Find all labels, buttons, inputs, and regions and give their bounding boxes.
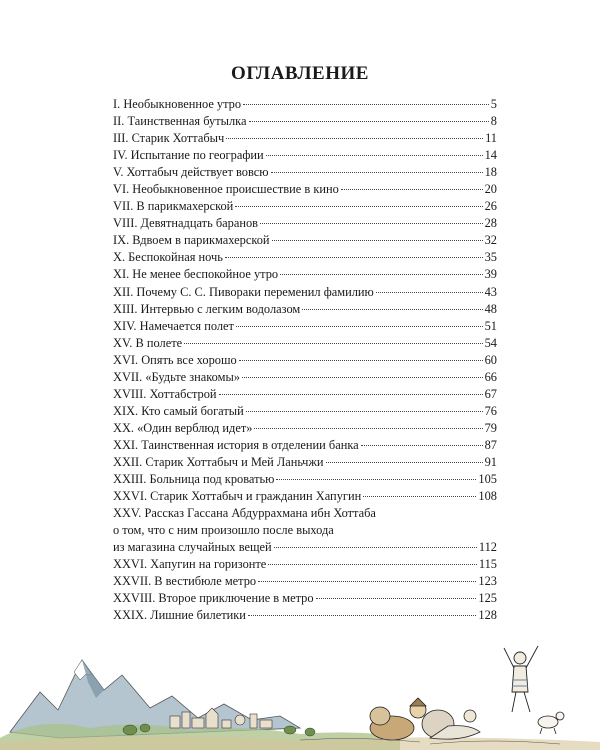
toc-page-number: 26 [484,199,497,214]
toc-entry-label: XIV. Намечается полет [113,318,234,333]
toc-entry [113,437,497,454]
toc-entry-multiline-line: XXV. Рассказ Гассана Абдуррахмана ибн Хоттаба [113,506,376,521]
toc-entry-label: IV. Испытание по географии [113,148,264,163]
toc-entry [113,471,497,488]
toc-entry-label: XXVI. Хапугин на горизонте [113,557,267,572]
toc-leader [249,121,489,122]
toc-entry-label: XIX. Кто самый богатый [113,403,244,418]
toc-entry [113,403,497,420]
toc-entry [113,386,497,403]
toc-entry [113,352,497,369]
toc-page-number: 115 [478,557,497,572]
toc-entry [113,96,497,113]
toc-page-number: 112 [478,540,497,555]
toc-leader [260,223,483,224]
toc-leader [274,547,477,548]
toc-entry-label: XXVI. Старик Хоттабыч и гражданин Хапугин [113,489,362,504]
toc-entry [113,573,497,590]
toc-entry [113,454,497,471]
toc-leader [363,496,476,497]
toc-leader [258,581,476,582]
toc-entry [113,301,497,318]
toc-entry [113,249,497,266]
toc-leader [326,462,483,463]
toc-leader [254,428,482,429]
boy-figure [504,646,538,712]
toc-entry [113,369,497,386]
toc-page-number: 91 [484,454,497,469]
toc-entry-label: IX. Вдвоем в парикмахерской [113,233,270,248]
toc-page-number: 35 [484,250,497,265]
toc-entry [113,198,497,215]
toc-entry-label: III. Старик Хоттабыч [113,131,225,146]
toc-entry-label: XI. Не менее беспокойное утро [113,267,279,282]
toc-leader [276,479,476,480]
dog-figure [538,712,564,734]
toc-entry-multiline-line: о том, что с ним произошло после выхода [113,523,334,538]
toc-page-number: 8 [490,114,497,129]
toc-page-number: 108 [478,489,497,504]
toc-entry [113,164,497,181]
toc-entry-label: XXII. Старик Хоттабыч и Мей Ланьчжи [113,454,324,469]
toc-leader [268,564,477,565]
toc-entry-label: XXVIII. Второе приключение в метро [113,591,314,606]
characters-group [370,698,480,740]
toc-page-number: 54 [484,335,497,350]
toc-leader [226,138,483,139]
toc-page-number: 128 [478,608,497,623]
toc-page-number: 105 [478,472,497,487]
toc-page-number: 60 [484,352,497,367]
toc-entry-label: XXI. Таинственная история в отделении банка [113,437,359,452]
toc-entry [113,556,497,573]
toc-entry [113,215,497,232]
toc-entry [113,539,497,556]
toc-leader [266,155,483,156]
toc-entry-label: II. Таинственная бутылка [113,114,247,129]
toc-entry-label: XV. В полете [113,335,183,350]
toc-entry-label: XVIII. Хоттабстрой [113,386,217,401]
toc-entry-label: XVII. «Будьте знакомы» [113,369,240,384]
toc-entry [113,147,497,164]
toc-page-number: 32 [484,233,497,248]
toc-entry-label: VIII. Девятнадцать баранов [113,216,259,231]
toc-page-number: 28 [484,216,497,231]
toc-leader [280,274,483,275]
toc-leader [302,309,482,310]
toc-entry-label: XII. Почему С. С. Пивораки переменил фамилию [113,284,374,299]
landscape-illustration [0,620,600,750]
toc-page-number: 79 [484,420,497,435]
toc-page-number: 51 [484,318,497,333]
toc-leader [271,172,483,173]
toc-leader [246,411,483,412]
toc-page-number: 39 [484,267,497,282]
toc-entry-label: XXVII. В вестибюле метро [113,574,257,589]
toc-entry-label: V. Хоттабыч действует вовсю [113,165,269,180]
toc-entry [113,232,497,249]
toc-entry [113,488,497,505]
toc-page-number: 67 [484,386,497,401]
toc-entry [113,318,497,335]
toc-leader [376,292,483,293]
toc-entry-label: X. Беспокойная ночь [113,250,223,265]
toc-page-number: 87 [484,437,497,452]
toc-leader [361,445,483,446]
toc-leader [243,104,489,105]
toc-entry [113,113,497,130]
toc-entry-label: I. Необыкновенное утро [113,97,242,111]
toc-entry [113,335,497,352]
toc-entry [113,420,497,437]
page-title: ОГЛАВЛЕНИЕ [231,63,369,84]
toc-leader [235,206,482,207]
table-of-contents [113,96,497,624]
toc-leader [316,598,477,599]
toc-entry [113,266,497,283]
toc-entry [113,181,497,198]
toc-page-number: 123 [478,574,497,589]
toc-page-number: 43 [484,284,497,299]
toc-leader [184,343,482,344]
toc-entry [113,590,497,607]
toc-entry-label: XIII. Интервью с легким водолазом [113,301,301,316]
toc-entry-label: из магазина случайных вещей [113,540,272,555]
toc-page-number: 48 [484,301,497,316]
toc-page-number: 76 [484,403,497,418]
toc-page-number: 20 [484,182,497,197]
toc-leader [242,377,483,378]
toc-page-number: 125 [478,591,497,606]
toc-leader [219,394,483,395]
toc-page-number: 14 [484,148,497,163]
toc-page-number: 66 [484,369,497,384]
toc-leader [236,326,483,327]
toc-leader [341,189,483,190]
toc-entry-label: XX. «Один верблюд идет» [113,420,253,435]
toc-entry-label: XXIX. Лишние билетики [113,608,246,623]
toc-entry-label: VI. Необыкновенное происшествие в кино [113,182,339,197]
toc-leader [239,360,483,361]
toc-entry-label: XVI. Опять все хорошо [113,352,237,367]
toc-page-number: 5 [490,97,497,111]
toc-page-number: 11 [485,131,497,146]
toc-leader [272,240,483,241]
toc-entry [113,130,497,147]
toc-entry [113,284,497,301]
toc-leader [248,615,476,616]
toc-entry-label: VII. В парикмахерской [113,199,234,214]
toc-page-number: 18 [484,165,497,180]
toc-entry-label: XXIII. Больница под кроватью [113,472,275,487]
toc-leader [225,257,483,258]
